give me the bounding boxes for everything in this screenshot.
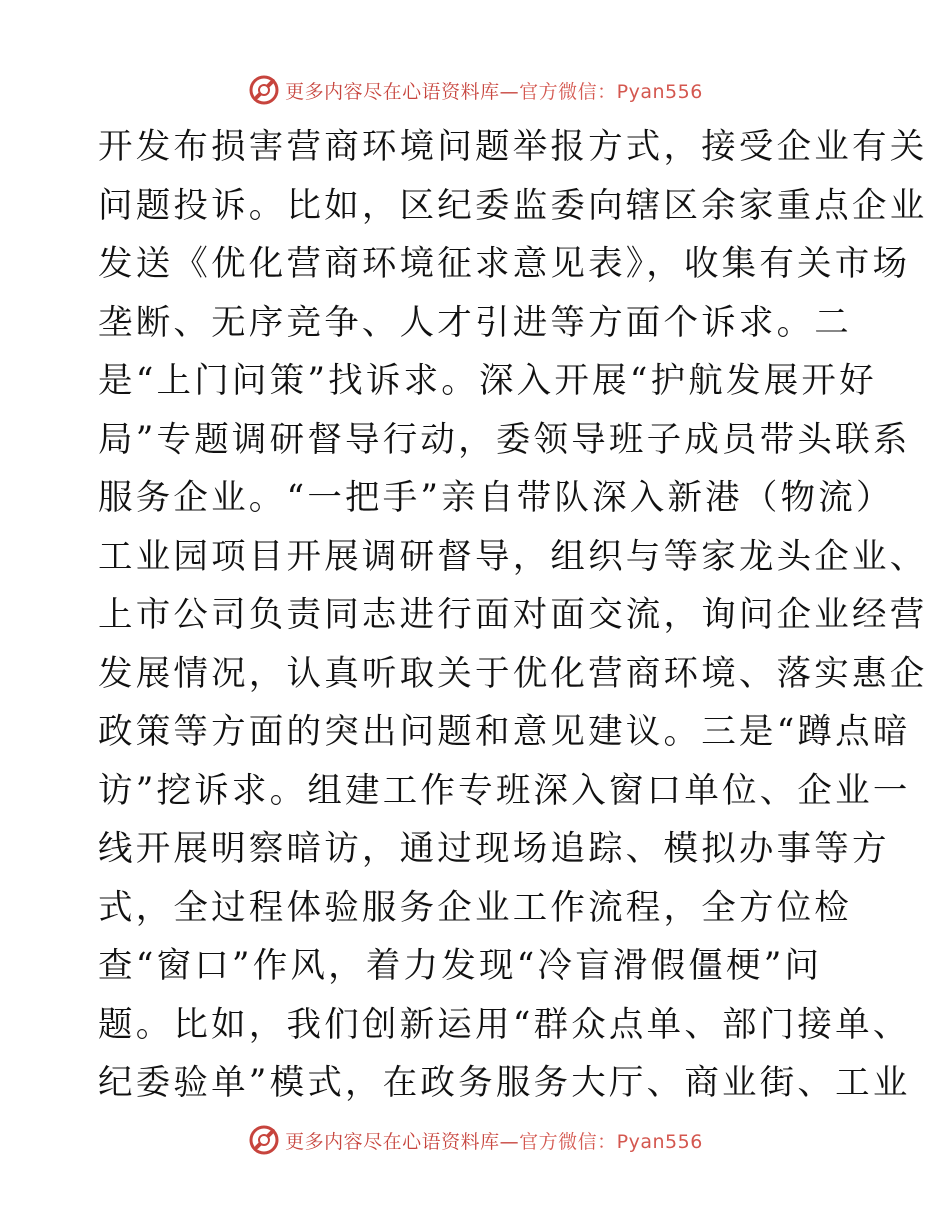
body-line: 访”挖诉求。组建工作专班深入窗口单位、企业一 — [98, 770, 911, 811]
body-line: 上市公司负责同志进行面对面交流，询问企业经营 — [98, 595, 928, 635]
body-line: 线开展明察暗访，通过现场追踪、模拟办事等方 — [98, 829, 890, 869]
body-line: 工业园项目开展调研督导，组织与等家龙头企业、 — [98, 536, 928, 577]
body-line: 查“窗口”作风，着力发现“冷盲滑假僵梗”问 — [98, 946, 823, 986]
body-line: 问题投诉。比如，区纪委监委向辖区余家重点企业 — [98, 185, 928, 226]
body-line: 服务企业。“一把手”亲自带队深入新港（物流） — [98, 478, 894, 518]
header-banner-separator: — — [499, 80, 520, 103]
header-banner-text — [285, 77, 703, 104]
brand-logo-icon — [247, 73, 281, 107]
body-line: 垄断、无序竞争、人才引进等方面个诉求。二 — [98, 302, 852, 343]
body-line: 题。比如，我们创新运用“群众点单、部门接单、 — [98, 1004, 911, 1045]
body-line: 式，全过程体验服务企业工作流程，全方位检 — [98, 887, 852, 928]
body-line: 发展情况，认真听取关于优化营商环境、落实惠企 — [98, 653, 928, 694]
body-line: 政策等方面的突出问题和意见建议。三是“蹲点暗 — [98, 712, 911, 752]
header-watermark-banner — [0, 70, 950, 110]
footer-banner-contact: 官方微信：Pyan556 — [519, 1130, 703, 1153]
footer-banner-text — [285, 1127, 703, 1154]
body-line: 开发布损害营商环境问题举报方式，接受企业有关 — [98, 127, 928, 167]
body-line: 发送《优化营商环境征求意见表》，收集有关市场 — [98, 244, 911, 284]
document-body — [98, 118, 928, 1113]
body-line: 纪委验单”模式，在政务服务大厅、商业街、工业 — [98, 1063, 911, 1103]
footer-banner-main: 更多内容尽在心语资料库 — [285, 1130, 500, 1153]
header-banner-contact: 官方微信：Pyan556 — [519, 80, 703, 103]
body-line: 局”专题调研督导行动，委领导班子成员带头联系 — [98, 419, 911, 460]
footer-watermark-banner — [0, 1120, 950, 1160]
brand-logo-icon — [247, 1123, 281, 1157]
footer-banner-separator: — — [499, 1130, 520, 1153]
body-line: 是“上门问策”找诉求。深入开展“护航发展开好 — [98, 361, 877, 401]
header-banner-main: 更多内容尽在心语资料库 — [285, 80, 500, 103]
